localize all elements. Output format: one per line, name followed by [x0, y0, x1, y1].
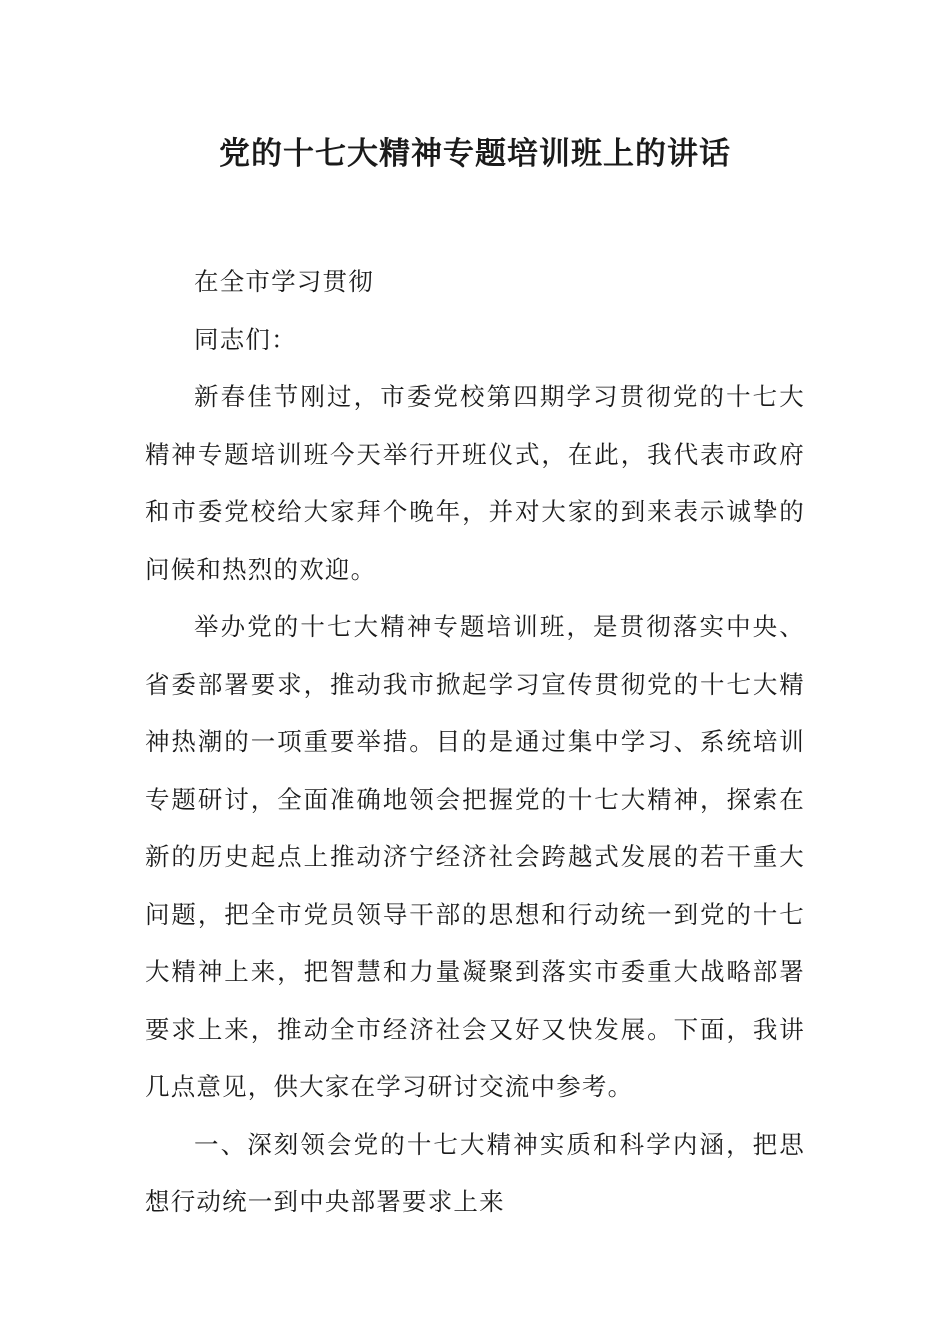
document-title: 党的十七大精神专题培训班上的讲话 — [219, 136, 731, 172]
paragraph-salutation: 同志们： — [194, 324, 297, 354]
document-body — [145, 253, 805, 1231]
paragraph-heading-line: 在全市学习贯彻 — [194, 267, 374, 296]
paragraph-section-one: 一、深刻领会党的十七大精神实质和科学内涵，把思想行动统一到中央部署要求上来 — [145, 1129, 805, 1216]
paragraph-purpose: 举办党的十七大精神专题培训班，是贯彻落实中央、省委部署要求，推动我市掀起学习宣传贯彻党的十七大精神热潮的一项重要举措。目的是通过集中学习、系统培训专题研讨，全面准确地领会把握党的十七大精神，探索在新的历史起点上推动济宁经济社会跨越式发展的若干重大问题，把全市党员领导干部的思想和行动统一到党的十七大精神上来，把智慧和力量凝聚到落实市委重大战略部署要求上来，推动全市经济社会又好又快发展。下面，我讲几点意见，供大家在学习研讨交流中参考。 — [145, 612, 805, 1101]
paragraph-opening: 新春佳节刚过，市委党校第四期学习贯彻党的十七大精神专题培训班今天举行开班仪式，在此，我代表市政府和市委党校给大家拜个晚年，并对大家的到来表示诚挚的问候和热烈的欢迎。 — [145, 382, 805, 584]
